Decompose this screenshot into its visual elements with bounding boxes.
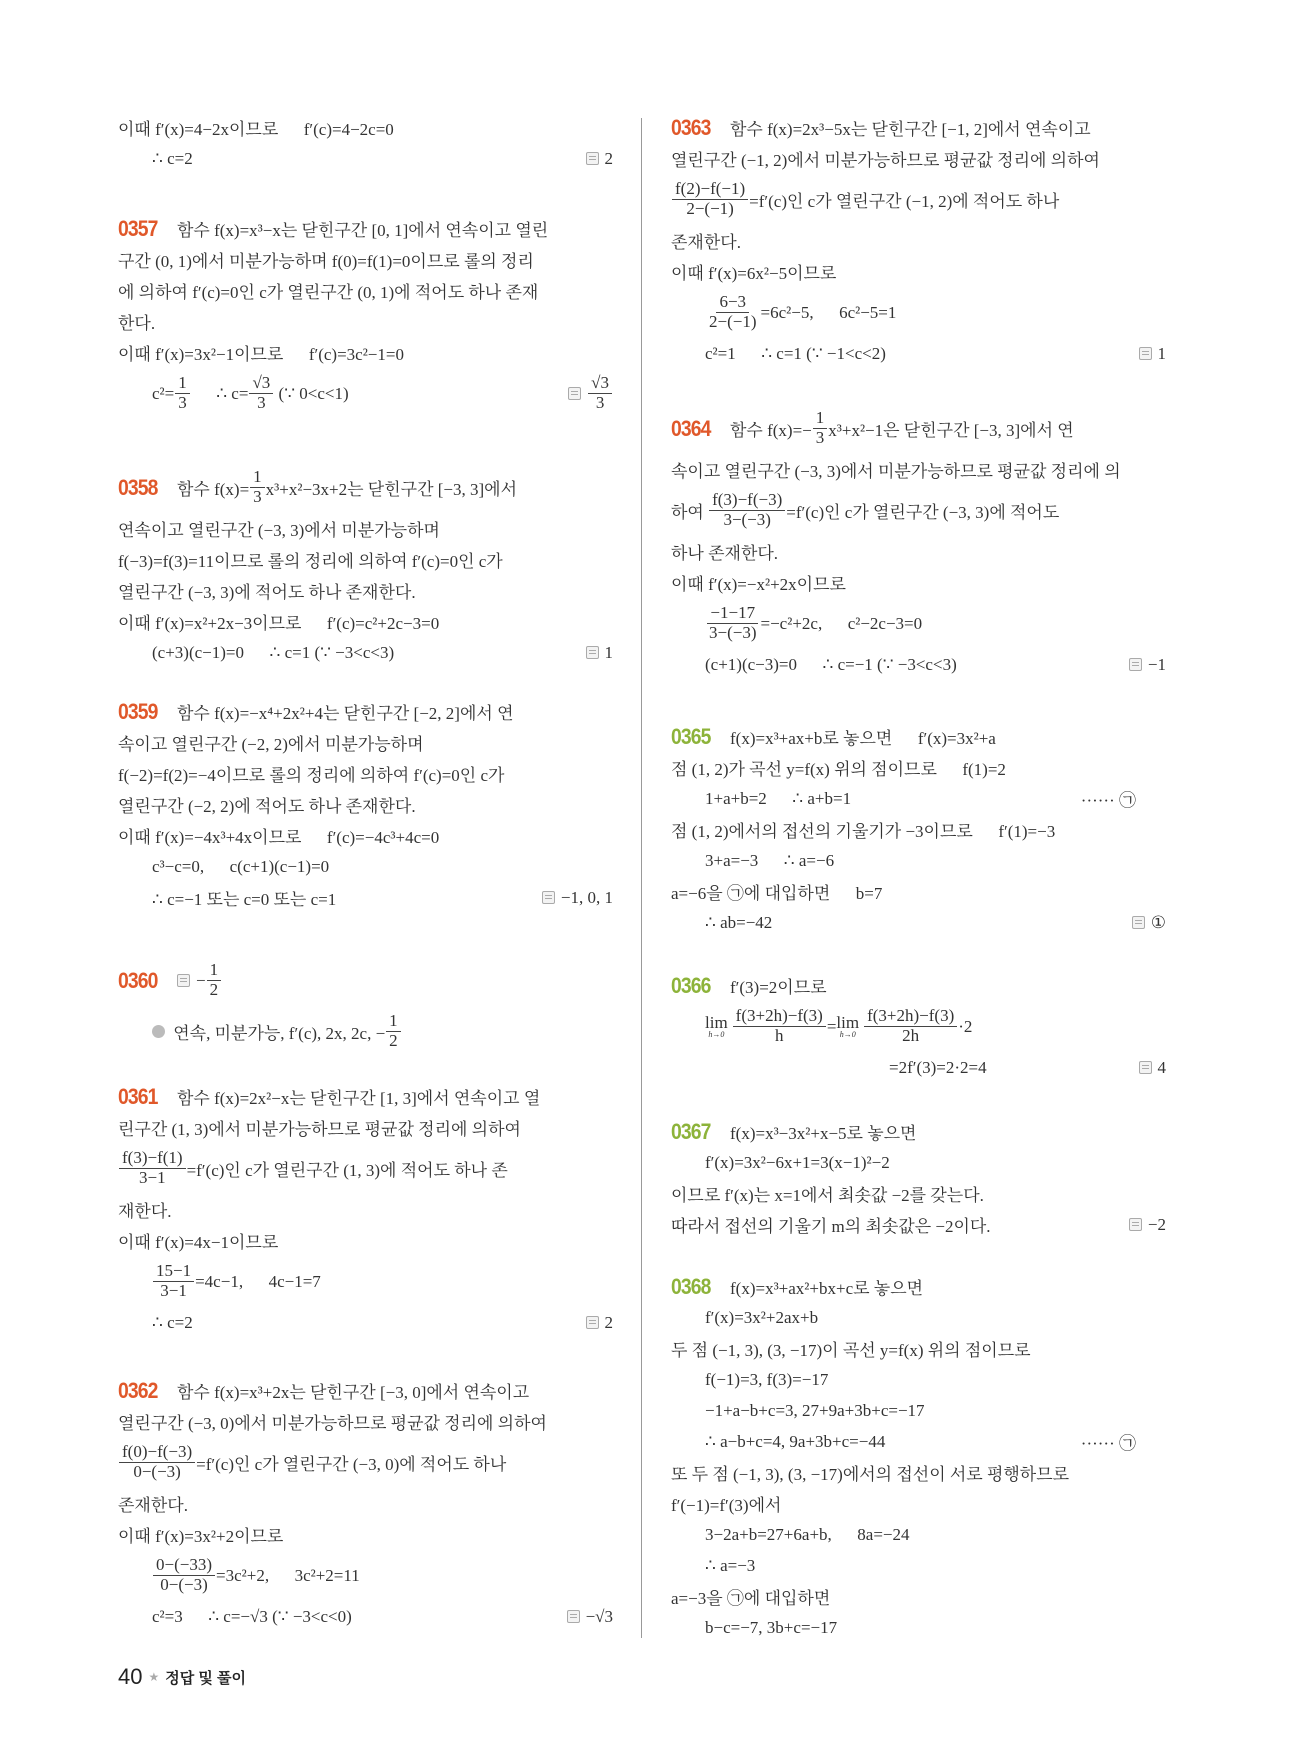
math-text: (∵ 0<c<1)	[274, 383, 349, 403]
solution-line	[118, 955, 613, 1006]
solution-line	[671, 1612, 1166, 1643]
answer-icon	[586, 152, 599, 165]
solution-line	[671, 907, 1166, 938]
solution-line	[118, 637, 613, 668]
fraction-denominator: 2−(−1)	[709, 312, 757, 331]
math-text: ∴ a=−3	[705, 1555, 756, 1575]
fraction	[153, 1262, 194, 1300]
solution-line	[671, 1209, 1166, 1240]
math-text: 존재한다.	[671, 233, 741, 252]
solution-line	[118, 1375, 613, 1406]
math-text: −√3	[585, 1606, 613, 1626]
fraction	[813, 409, 828, 447]
answer-icon	[1129, 658, 1142, 671]
page-footer	[118, 1664, 246, 1690]
math-text: f(x)=x³−3x²+x−5로 놓으면	[730, 1124, 917, 1143]
answer	[1139, 1058, 1167, 1078]
limit-subscript: h→0	[708, 1030, 725, 1039]
math-text: −	[196, 970, 206, 990]
math-text: c³−c=0, c(c+1)(c−1)=0	[152, 856, 330, 876]
solution-line	[671, 143, 1166, 174]
solution-line	[671, 1581, 1166, 1612]
limit	[705, 1014, 728, 1039]
math-text: =4c−1, 4c−1=7	[195, 1271, 321, 1291]
solution-line	[671, 649, 1166, 680]
solution-line	[671, 1001, 1166, 1052]
solution-line	[671, 567, 1166, 598]
solution-line	[671, 876, 1166, 907]
answer	[1139, 344, 1167, 364]
problem-0357	[118, 213, 613, 419]
answer-icon	[177, 974, 190, 987]
math-text: c²=3 ∴ c=−√3 (∵ −3<c<0)	[152, 1606, 352, 1626]
solution-line	[671, 536, 1166, 567]
answer-icon	[567, 1610, 580, 1623]
math-text: 4	[1157, 1057, 1166, 1077]
answer-icon	[542, 891, 555, 904]
problem-number: 0366	[671, 972, 711, 998]
fraction	[733, 1007, 826, 1045]
problem-number: 0359	[118, 698, 158, 724]
math-text: ∴ c=	[190, 383, 249, 403]
answer	[567, 1607, 613, 1627]
solution-line	[671, 1333, 1166, 1364]
solution-line	[671, 1271, 1166, 1302]
math-text: 점 (1, 2)가 곡선 y=f(x) 위의 점이므로 f(1)=2	[671, 760, 1006, 779]
math-text: 이때 f′(x)=x²+2x−3이므로 f′(c)=c²+2c−3=0	[118, 614, 440, 633]
math-text: (c+3)(c−1)=0 ∴ c=1 (∵ −3<c<3)	[152, 642, 395, 662]
math-text: −1, 0, 1	[560, 887, 613, 907]
answer-icon	[1132, 916, 1145, 929]
solution-line	[118, 1006, 613, 1057]
math-text: (c+1)(c−3)=0 ∴ c=−1 (∵ −3<c<3)	[705, 654, 957, 674]
solution-line	[671, 845, 1166, 876]
fraction	[249, 374, 273, 412]
math-text: ∴ c=−1 또는 c=0 또는 c=1	[152, 890, 337, 909]
math-text: =f′(c)인 c가 열린구간 (−3, 3)에 적어도	[786, 503, 1060, 522]
solution-line	[671, 454, 1166, 485]
fraction-denominator: 3	[257, 393, 266, 412]
solution-line	[118, 820, 613, 851]
math-text: 함수 f(x)=	[177, 480, 250, 499]
math-text: 구간 (0, 1)에서 미분가능하며 f(0)=f(1)=0이므로 롤의 정리	[118, 252, 534, 271]
math-text: f′(−1)=f′(3)에서	[671, 1496, 782, 1515]
problem-0368	[671, 1271, 1166, 1643]
problem-0364	[671, 403, 1166, 680]
math-text: ·2	[958, 1016, 973, 1036]
limit-label: lim	[705, 1013, 728, 1032]
fraction	[709, 491, 785, 529]
problem-number: 0368	[671, 1273, 711, 1299]
math-text: −1+a−b+c=3, 27+9a+3b+c=−17	[705, 1400, 925, 1420]
answer-icon	[568, 387, 581, 400]
math-text: =f′(c)인 c가 열린구간 (−3, 0)에 적어도 하나	[196, 1455, 507, 1474]
problem-0367	[671, 1116, 1166, 1240]
solution-line	[671, 1116, 1166, 1147]
fraction-numerator: √3	[588, 374, 612, 394]
problem-number: 0357	[118, 215, 158, 241]
fraction-numerator: 1	[250, 468, 265, 488]
answer-icon	[586, 1316, 599, 1329]
solution-line	[671, 1052, 1166, 1083]
math-text: a=−6을 ㉠에 대입하면 b=7	[671, 884, 883, 903]
fraction-numerator: √3	[249, 374, 273, 394]
fraction-numerator: f(3+2h)−f(3)	[733, 1007, 826, 1027]
problem-number: 0363	[671, 114, 711, 140]
fraction	[706, 293, 760, 331]
fraction-denominator: 3−1	[160, 1281, 187, 1300]
math-text: 이때 f′(x)=3x²+2이므로	[118, 1527, 284, 1546]
solution-line	[118, 462, 613, 513]
fraction-numerator: f(3+2h)−f(3)	[864, 1007, 957, 1027]
math-text: 열린구간 (−1, 2)에서 미분가능하므로 평균값 정리에 의하여	[671, 151, 1100, 170]
math-text: f(−2)=f(2)=−4이므로 롤의 정리에 의하여 f′(c)=0인 c가	[118, 766, 505, 785]
answer	[542, 888, 613, 908]
fraction	[119, 1443, 195, 1481]
math-text: 함수 f(x)=−x⁴+2x²+4는 닫힌구간 [−2, 2]에서 연	[177, 704, 514, 723]
math-text: 린구간 (1, 3)에서 미분가능하므로 평균값 정리에 의하여	[118, 1120, 521, 1139]
problem-0359	[118, 696, 613, 913]
fraction	[175, 374, 190, 412]
math-text: f(x)=x³+ax+b로 놓으면 f′(x)=3x²+a	[730, 729, 996, 748]
solution-line	[118, 143, 613, 174]
solution-line	[118, 606, 613, 637]
answer-icon	[586, 646, 599, 659]
solution-line	[118, 337, 613, 368]
problem-0365	[671, 721, 1166, 938]
solution-line	[671, 256, 1166, 287]
solution-line	[118, 575, 613, 606]
math-text: −2	[1147, 1214, 1166, 1234]
fraction-numerator: 0−(−33)	[153, 1556, 215, 1576]
problem-number: 0367	[671, 1118, 711, 1144]
math-text: 한다.	[118, 314, 156, 333]
solution-line	[671, 112, 1166, 143]
fraction-denominator: 0−(−3)	[133, 1462, 181, 1481]
solution-line	[671, 1457, 1166, 1488]
answer	[586, 1313, 614, 1333]
math-text: 함수 f(x)=x³+2x는 닫힌구간 [−3, 0]에서 연속이고	[177, 1383, 530, 1402]
solution-line	[118, 1406, 613, 1437]
solution-line	[118, 727, 613, 758]
math-text: ∴ a−b+c=4, 9a+3b+c=−44	[705, 1431, 886, 1451]
problem-0366	[671, 970, 1166, 1083]
answer-icon	[1139, 347, 1152, 360]
answer	[586, 643, 614, 663]
fraction-numerator: −1−17	[707, 604, 758, 624]
math-text: 열린구간 (−3, 0)에서 미분가능하므로 평균값 정리에 의하여	[118, 1414, 547, 1433]
problem-continuation	[118, 112, 613, 174]
math-text: f′(x)=3x²−6x+1=3(x−1)²−2	[705, 1152, 890, 1172]
math-text: 이때 f′(x)=4−2x이므로 f′(c)=4−2c=0	[118, 120, 394, 139]
solution-line	[671, 1519, 1166, 1550]
footer-title: 정답 및 풀이	[165, 1669, 247, 1687]
problem-number: 0358	[118, 474, 158, 500]
limit	[836, 1014, 859, 1039]
fraction	[672, 180, 748, 218]
fraction-numerator: 15−1	[153, 1262, 194, 1282]
math-text: 3−2a+b=27+6a+b, 8a=−24	[705, 1524, 910, 1544]
math-text: 이므로 f′(x)는 x=1에서 최솟값 −2를 갖는다.	[671, 1186, 984, 1205]
fraction-numerator: f(3)−f(−3)	[709, 491, 785, 511]
solution-line	[118, 1256, 613, 1307]
math-text: 2	[604, 1312, 613, 1332]
math-text: x³+x²−3x+2는 닫힌구간 [−3, 3]에서	[265, 480, 517, 499]
solution-line	[118, 1194, 613, 1225]
solution-line	[118, 789, 613, 820]
math-text: 속이고 열린구간 (−2, 2)에서 미분가능하며	[118, 735, 424, 754]
solution-line	[671, 287, 1166, 338]
math-text: ∴ c=2	[152, 1312, 193, 1332]
equation-tag: ······ ㉠	[1080, 1434, 1136, 1453]
math-text: 함수 f(x)=−	[730, 421, 812, 440]
solution-line	[118, 1488, 613, 1519]
fraction-denominator: 2	[389, 1031, 398, 1050]
math-text: f(−1)=3, f(3)=−17	[705, 1369, 829, 1389]
math-text: ①	[1150, 912, 1166, 932]
math-text: 1	[1157, 343, 1166, 363]
problem-0360	[118, 955, 613, 1057]
column-divider	[641, 118, 642, 1638]
math-text: =2f′(3)=2·2=4	[889, 1057, 987, 1077]
problem-number: 0365	[671, 723, 711, 749]
math-text: 하여	[671, 503, 709, 522]
solution-line	[671, 598, 1166, 649]
solution-line	[671, 338, 1166, 369]
math-text: 연속이고 열린구간 (−3, 3)에서 미분가능하며	[118, 521, 440, 540]
math-text: f′(3)=2이므로	[730, 978, 827, 997]
fraction-denominator: 3	[815, 428, 825, 447]
solution-line	[118, 1143, 613, 1194]
math-text: ∴ c=2	[152, 148, 193, 168]
solution-line	[671, 1550, 1166, 1581]
solution-line	[118, 882, 613, 913]
math-text: f(−3)=f(3)=11이므로 롤의 정리에 의하여 f′(c)=0인 c가	[118, 552, 503, 571]
math-text: x³+x²−1은 닫힌구간 [−3, 3]에서 연	[828, 421, 1074, 440]
problem-0358	[118, 462, 613, 668]
solution-line	[671, 225, 1166, 256]
solution-line	[118, 696, 613, 727]
math-text: 1	[604, 642, 613, 662]
math-text: 두 점 (−1, 3), (3, −17)이 곡선 y=f(x) 위의 점이므로	[671, 1341, 1031, 1360]
solution-line	[118, 1519, 613, 1550]
solution-line	[671, 1302, 1166, 1333]
math-text: 함수 f(x)=2x³−5x는 닫힌구간 [−1, 2]에서 연속이고	[730, 120, 1091, 139]
math-text: 이때 f′(x)=6x²−5이므로	[671, 264, 837, 283]
solution-line	[118, 1081, 613, 1112]
problem-number: 0360	[118, 967, 158, 993]
solution-line	[671, 1178, 1166, 1209]
math-text: f′(x)=3x²+2ax+b	[705, 1307, 819, 1327]
answer	[568, 374, 613, 412]
solution-line	[118, 1437, 613, 1488]
math-text: 이때 f′(x)=−x²+2x이므로	[671, 575, 846, 594]
problem-number: 0362	[118, 1377, 158, 1403]
fraction	[153, 1556, 215, 1594]
math-text: 에 의하여 f′(c)=0인 c가 열린구간 (0, 1)에 적어도 하나 존재	[118, 283, 539, 302]
math-text: =3c²+2, 3c²+2=11	[216, 1565, 360, 1585]
math-text: c²=1 ∴ c=1 (∵ −1<c<2)	[705, 343, 886, 363]
fraction-denominator: 3	[253, 487, 262, 506]
problem-0362	[118, 1375, 613, 1632]
solution-line	[118, 513, 613, 544]
math-text: =f′(c)인 c가 열린구간 (−1, 2)에 적어도 하나	[749, 192, 1060, 211]
solution-line	[118, 851, 613, 882]
math-text: a=−3을 ㉠에 대입하면	[671, 1589, 831, 1608]
math-text: 속이고 열린구간 (−3, 3)에서 미분가능하므로 평균값 정리에 의	[671, 462, 1121, 481]
problem-0363	[671, 112, 1166, 369]
solution-line	[671, 783, 1166, 814]
math-text: f(x)=x³+ax²+bx+c로 놓으면	[730, 1279, 924, 1298]
math-text: =f′(c)인 c가 열린구간 (1, 3)에 적어도 하나 존	[186, 1161, 508, 1180]
solution-line	[671, 814, 1166, 845]
answer-icon	[1139, 1061, 1152, 1074]
math-text: 이때 f′(x)=4x−1이므로	[118, 1233, 279, 1252]
fraction-denominator: h	[775, 1026, 784, 1045]
math-text: 이때 f′(x)=−4x³+4x이므로 f′(c)=−4c³+4c=0	[118, 828, 440, 847]
fraction-denominator: 3	[178, 393, 187, 412]
fraction-numerator: 6−3	[716, 293, 749, 313]
math-text: =6c²−5, 6c²−5=1	[760, 302, 897, 322]
equation-tag: ······ ㉠	[1080, 791, 1136, 810]
limit-label: lim	[836, 1013, 860, 1032]
solution-line	[118, 368, 613, 419]
fraction	[864, 1007, 957, 1045]
problem-number: 0364	[671, 415, 711, 441]
fraction-numerator: 1	[813, 409, 828, 429]
solution-line	[671, 1395, 1166, 1426]
fraction-denominator: 2h	[902, 1026, 920, 1045]
fraction-denominator: 2	[209, 980, 219, 999]
solution-line	[118, 213, 613, 244]
limit-subscript: h→0	[839, 1030, 856, 1039]
fraction	[250, 468, 265, 506]
answer	[1129, 655, 1166, 675]
fraction-numerator: 1	[207, 961, 222, 981]
solution-line	[118, 1112, 613, 1143]
math-text: 함수 f(x)=x³−x는 닫힌구간 [0, 1]에서 연속이고 열린	[177, 221, 549, 240]
math-text: 열린구간 (−2, 2)에 적어도 하나 존재한다.	[118, 797, 416, 816]
fraction	[588, 374, 612, 412]
answer	[1129, 1215, 1166, 1235]
solution-line	[671, 403, 1166, 454]
fraction-denominator: 2−(−1)	[686, 199, 734, 218]
problem-0361	[118, 1081, 613, 1338]
solution-line	[118, 112, 613, 143]
math-text: c²=	[152, 383, 175, 403]
solution-line	[671, 752, 1166, 783]
fraction-numerator: 1	[175, 374, 190, 394]
answer	[586, 149, 614, 169]
fraction-numerator: f(0)−f(−3)	[119, 1443, 195, 1463]
star-icon: ★	[148, 1670, 160, 1684]
math-text: 2	[604, 148, 613, 168]
solution-line	[671, 1147, 1166, 1178]
hint-icon	[152, 1025, 165, 1038]
fraction-denominator: 0−(−3)	[160, 1575, 208, 1594]
math-text: −1	[1147, 654, 1166, 674]
solution-line	[118, 1601, 613, 1632]
math-text: 또 두 점 (−1, 3), (3, −17)에서의 접선이 서로 평행하므로	[671, 1465, 1070, 1484]
math-text: 1+a+b=2 ∴ a+b=1	[705, 788, 852, 808]
solution-line	[671, 174, 1166, 225]
page-number: 40	[118, 1664, 143, 1689]
fraction-numerator: f(3)−f(1)	[119, 1149, 186, 1169]
problem-number: 0361	[118, 1083, 158, 1109]
answer	[1132, 913, 1166, 933]
fraction-denominator: 3−(−3)	[723, 510, 771, 529]
math-text: b−c=−7, 3b+c=−17	[705, 1617, 838, 1637]
fraction-denominator: 3−1	[138, 1168, 166, 1187]
solution-line	[118, 1550, 613, 1601]
answer-icon	[1129, 1218, 1142, 1231]
solution-line	[118, 1225, 613, 1256]
math-text: 연속, 미분가능, f′(c), 2x, 2c, −	[169, 1024, 386, 1043]
math-text: 3+a=−3 ∴ a=−6	[705, 850, 835, 870]
fraction	[119, 1149, 186, 1187]
math-text: 함수 f(x)=2x²−x는 닫힌구간 [1, 3]에서 연속이고 열	[177, 1089, 541, 1108]
solution-line	[118, 758, 613, 789]
math-text: 열린구간 (−3, 3)에 적어도 하나 존재한다.	[118, 583, 416, 602]
fraction-denominator: 3−(−3)	[709, 623, 757, 642]
solution-line	[671, 485, 1166, 536]
solution-line	[671, 1426, 1166, 1457]
solution-line	[118, 244, 613, 275]
solution-line	[118, 306, 613, 337]
math-text: 재한다.	[118, 1202, 172, 1221]
fraction	[207, 961, 222, 999]
math-text: 존재한다.	[118, 1496, 188, 1515]
math-text: =−c²+2c, c²−2c−3=0	[760, 613, 923, 633]
solution-line	[671, 970, 1166, 1001]
math-text: 이때 f′(x)=3x²−1이므로 f′(c)=3c²−1=0	[118, 345, 404, 364]
solution-line	[671, 1488, 1166, 1519]
math-text: 하나 존재한다.	[671, 544, 779, 563]
solution-line	[118, 1307, 613, 1338]
math-text: =	[826, 1016, 837, 1036]
math-text: 따라서 접선의 기울기 m의 최솟값은 −2이다.	[671, 1217, 991, 1236]
math-text: ∴ ab=−42	[705, 912, 773, 932]
fraction-numerator: 1	[386, 1012, 401, 1032]
fraction	[386, 1012, 401, 1050]
fraction-denominator: 3	[595, 393, 605, 412]
solution-line	[671, 1364, 1166, 1395]
solution-line	[118, 275, 613, 306]
solution-line	[671, 721, 1166, 752]
solution-line	[118, 544, 613, 575]
fraction	[706, 604, 760, 642]
math-text: 점 (1, 2)에서의 접선의 기울기가 −3이므로 f′(1)=−3	[671, 822, 1056, 841]
fraction-numerator: f(2)−f(−1)	[672, 180, 748, 200]
